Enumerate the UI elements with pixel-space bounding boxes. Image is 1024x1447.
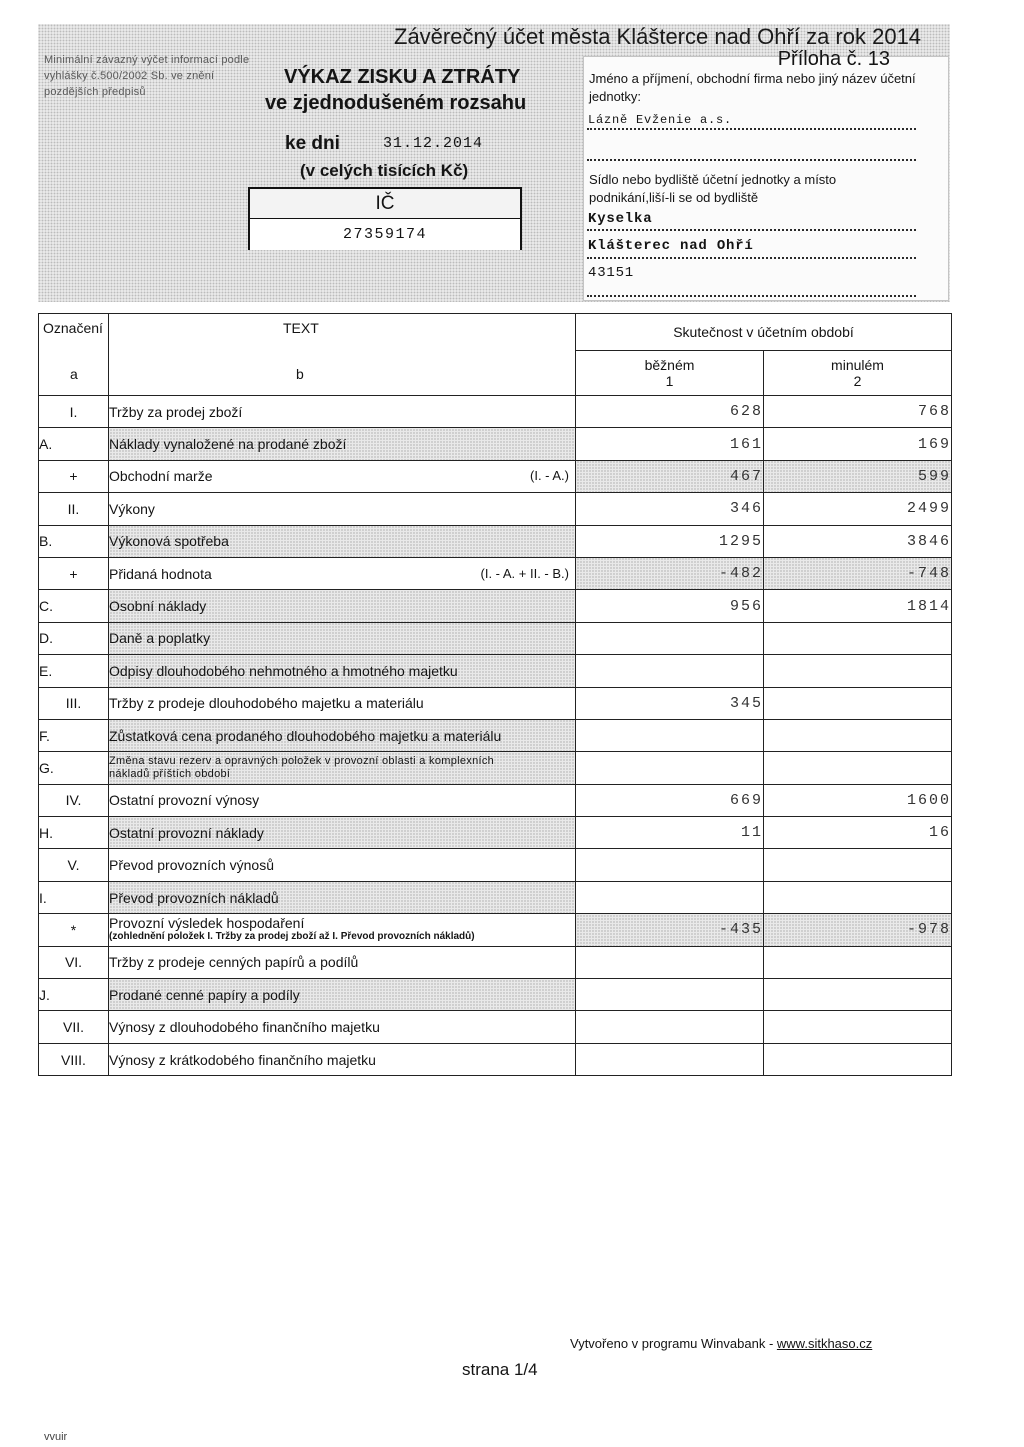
row-current xyxy=(576,1011,764,1043)
entity-name: Lázně Evženie a.s. xyxy=(588,113,733,127)
row-mark: III. xyxy=(39,687,109,719)
entity-street: Kyselka xyxy=(588,211,653,227)
row-mark: C. xyxy=(39,590,109,622)
row-text xyxy=(109,460,576,492)
row-mark: A. xyxy=(39,428,109,460)
row-previous xyxy=(764,1011,952,1043)
table-row xyxy=(39,719,952,751)
row-previous: 16 xyxy=(764,817,952,849)
profit-loss-table xyxy=(38,313,952,1076)
table-row xyxy=(39,687,952,719)
row-formula: (I. - A. + II. - B.) xyxy=(480,565,569,581)
table-row xyxy=(39,914,952,946)
row-current: 11 xyxy=(576,817,764,849)
row-previous xyxy=(764,687,952,719)
row-previous xyxy=(764,881,952,913)
dotted-line xyxy=(587,257,916,259)
row-current: 346 xyxy=(576,493,764,525)
row-current xyxy=(576,622,764,654)
created-by-note xyxy=(570,1336,872,1351)
row-current: 628 xyxy=(576,396,764,428)
ic-box xyxy=(248,187,522,250)
row-text: Výnosy z krátkodobého finančního majetku xyxy=(109,1043,576,1075)
row-previous: 2499 xyxy=(764,493,952,525)
table-row xyxy=(39,622,952,654)
row-mark: V. xyxy=(39,849,109,881)
row-current: 161 xyxy=(576,428,764,460)
dotted-line xyxy=(587,229,916,231)
report-subtitle: ve zjednodušeném rozsahu xyxy=(265,92,527,114)
row-current xyxy=(576,946,764,978)
legal-note: Minimální závazný výčet informací podle vyhlášky č.500/2002 Sb. ve znění pozdějších předpisů xyxy=(44,54,250,98)
row-current xyxy=(576,655,764,687)
row-mark: H. xyxy=(39,817,109,849)
row-current xyxy=(576,719,764,751)
table-row xyxy=(39,493,952,525)
row-mark: II. xyxy=(39,493,109,525)
table-row xyxy=(39,557,952,589)
header-text-sub: b xyxy=(296,366,304,382)
row-mark: I. xyxy=(39,881,109,913)
row-mark: I. xyxy=(39,396,109,428)
row-previous xyxy=(764,622,952,654)
row-text-label: Přidaná hodnota xyxy=(109,565,212,582)
row-previous xyxy=(764,719,952,751)
report-date: 31.12.2014 xyxy=(383,135,484,152)
row-text: Tržby z prodeje dlouhodobého majetku a materiálu xyxy=(109,687,576,719)
header-previous xyxy=(764,351,952,396)
row-previous: 1814 xyxy=(764,590,952,622)
row-current: 956 xyxy=(576,590,764,622)
row-previous xyxy=(764,849,952,881)
row-previous: 3846 xyxy=(764,525,952,557)
table-row xyxy=(39,396,952,428)
row-current: 669 xyxy=(576,784,764,816)
row-previous: -978 xyxy=(764,914,952,946)
dotted-line xyxy=(587,128,916,130)
row-note: (zohlednění položek I. Tržby za prodej zboží až I. Převod provozních nákladů) xyxy=(109,931,475,943)
row-text xyxy=(109,752,576,784)
header-text xyxy=(109,314,576,396)
header-current-num: 1 xyxy=(665,373,674,389)
row-text: Výkonová spotřeba xyxy=(109,525,576,557)
table-row xyxy=(39,784,952,816)
row-formula: (I. - A.) xyxy=(530,468,569,484)
row-previous xyxy=(764,655,952,687)
date-label: ke dni xyxy=(285,133,340,154)
row-current xyxy=(576,979,764,1011)
row-current xyxy=(576,881,764,913)
row-text xyxy=(109,914,576,946)
entity-seat-label: Sídlo nebo bydliště účetní jednotky a místo podnikání,liší-li se od bydliště xyxy=(589,172,837,205)
row-text: Prodané cenné papíry a podíly xyxy=(109,979,576,1011)
entity-city: Klášterec nad Ohří xyxy=(588,238,754,254)
row-text: Výnosy z dlouhodobého finančního majetku xyxy=(109,1011,576,1043)
table-row xyxy=(39,525,952,557)
row-text: Tržby za prodej zboží xyxy=(109,396,576,428)
row-previous: 599 xyxy=(764,460,952,492)
row-previous xyxy=(764,979,952,1011)
header-previous-label: minulém xyxy=(831,357,884,373)
dotted-line xyxy=(587,295,916,297)
table-row xyxy=(39,428,952,460)
header-previous-num: 2 xyxy=(853,373,862,389)
entity-zip: 43151 xyxy=(588,265,635,281)
row-current: -482 xyxy=(576,557,764,589)
row-mark: B. xyxy=(39,525,109,557)
row-current xyxy=(576,752,764,784)
table-row xyxy=(39,590,952,622)
units-label: (v celých tisících Kč) xyxy=(300,161,469,180)
row-mark: IV. xyxy=(39,784,109,816)
header-current xyxy=(576,351,764,396)
page-number: strana 1/4 xyxy=(462,1360,538,1379)
row-text: Daně a poplatky xyxy=(109,622,576,654)
table-row xyxy=(39,460,952,492)
row-text-label: Obchodní marže xyxy=(109,468,213,485)
row-previous: -748 xyxy=(764,557,952,589)
row-current: 1295 xyxy=(576,525,764,557)
header-mark xyxy=(39,314,109,396)
table-row xyxy=(39,849,952,881)
row-text-label: Změna stavu rezerv a opravných položek v provozní oblasti a komplexních nákladů příštích období xyxy=(109,754,495,780)
header-text-label: TEXT xyxy=(283,320,319,336)
table-row xyxy=(39,946,952,978)
row-current: -435 xyxy=(576,914,764,946)
row-text: Tržby z prodeje cenných papírů a podílů xyxy=(109,946,576,978)
created-by-text: Vytvořeno v programu Winvabank - xyxy=(570,1336,777,1351)
row-previous xyxy=(764,752,952,784)
row-mark: * xyxy=(39,914,109,946)
row-mark: VI. xyxy=(39,946,109,978)
row-mark: VIII. xyxy=(39,1043,109,1075)
row-current xyxy=(576,849,764,881)
header-period: Skutečnost v účetním období xyxy=(576,314,952,351)
row-text: Ostatní provozní náklady xyxy=(109,817,576,849)
row-mark: J. xyxy=(39,979,109,1011)
table-row xyxy=(39,881,952,913)
header-mark-label: Označení xyxy=(43,320,103,336)
row-mark: + xyxy=(39,557,109,589)
row-mark: E. xyxy=(39,655,109,687)
row-text: Osobní náklady xyxy=(109,590,576,622)
table-row xyxy=(39,752,952,784)
row-previous: 169 xyxy=(764,428,952,460)
row-previous xyxy=(764,1043,952,1075)
row-previous xyxy=(764,946,952,978)
table-row xyxy=(39,979,952,1011)
header-mark-sub: a xyxy=(70,366,78,382)
ic-value: 27359174 xyxy=(250,219,520,250)
dotted-line xyxy=(587,159,916,161)
scan-mark: vvuir xyxy=(44,1431,68,1443)
row-current xyxy=(576,1043,764,1075)
table-row xyxy=(39,1011,952,1043)
row-text: Odpisy dlouhodobého nehmotného a hmotného majetku xyxy=(109,655,576,687)
row-text: Náklady vynaložené na prodané zboží xyxy=(109,428,576,460)
table-row xyxy=(39,655,952,687)
row-text: Ostatní provozní výnosy xyxy=(109,784,576,816)
row-current: 345 xyxy=(576,687,764,719)
row-mark: D. xyxy=(39,622,109,654)
ic-label: IČ xyxy=(250,189,520,219)
row-previous: 1600 xyxy=(764,784,952,816)
row-text: Výkony xyxy=(109,493,576,525)
row-current: 467 xyxy=(576,460,764,492)
attachment-label: Příloha č. 13 xyxy=(777,48,890,70)
entity-name-label: Jméno a příjmení, obchodní firma nebo jiný název účetní jednotky: xyxy=(589,71,916,104)
document-title: Závěrečný účet města Klášterce nad Ohří za rok 2014 xyxy=(394,24,922,49)
row-text: Převod provozních výnosů xyxy=(109,849,576,881)
row-previous: 768 xyxy=(764,396,952,428)
row-mark: VII. xyxy=(39,1011,109,1043)
table-row xyxy=(39,817,952,849)
row-text-label: Provozní výsledek hospodaření xyxy=(109,915,305,932)
row-text: Převod provozních nákladů xyxy=(109,881,576,913)
header-current-label: běžném xyxy=(644,357,695,373)
row-mark: G. xyxy=(39,752,109,784)
row-text xyxy=(109,557,576,589)
row-text: Zůstatková cena prodaného dlouhodobého majetku a materiálu xyxy=(109,719,576,751)
website-link[interactable]: www.sitkhaso.cz xyxy=(776,1336,873,1351)
table-row xyxy=(39,1043,952,1075)
report-title: VÝKAZ ZISKU A ZTRÁTY xyxy=(284,66,521,88)
row-mark: F. xyxy=(39,719,109,751)
row-mark: + xyxy=(39,460,109,492)
